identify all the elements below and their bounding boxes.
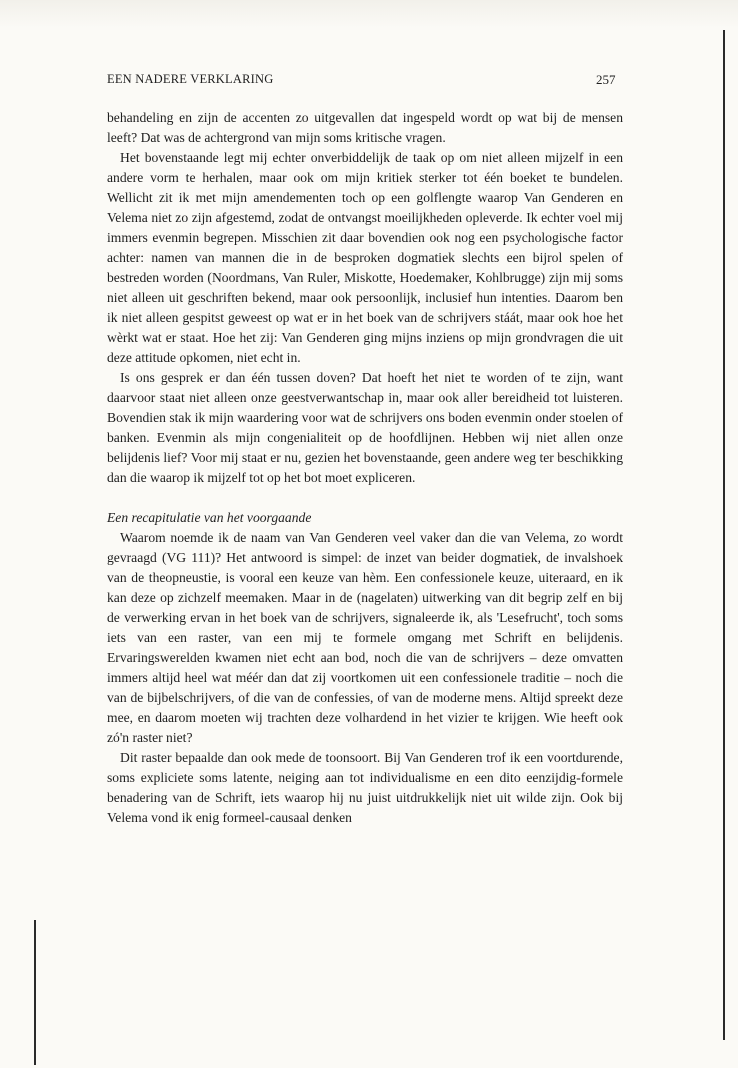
scan-right-edge-line [723,30,725,1040]
running-header-title: EEN NADERE VERKLARING [107,72,274,86]
paragraph-continuation: behandeling en zijn de accenten zo uitgevallen dat ingespeld wordt op wat bij de mensen leeft? Dat was de achtergrond van mijn soms kritische vragen. [107,110,623,145]
body-text [107,108,623,828]
scan-left-edge-line [34,920,36,1065]
page-number: 257 [596,72,616,87]
paragraph: Waarom noemde ik de naam van Van Genderen veel vaker dan die van Velema, zo wordt gevraagd (VG 111)? Het antwoord is simpel: de inzet van beider dogmatiek, de invalshoek van de theopneustie, is vooral een keuze van hèm. Een confessionele keuze, uiteraard, en ik kan deze op zichzelf meemaken. Maar in de (nagelaten) uitwerking van dit begrip zelf en bij de verwerking ervan in het boek van de schrijvers, signaleerde ik, als 'Lesefrucht', toch soms iets van een raster, van een mij te formele omgang met Schrift en belijdenis. Ervaringswerelden kwamen niet echt aan bod, noch die van de schrijvers – deze omvatten immers altijd heel wat méér dan dat zij voortkomen uit een confessionele traditie – noch die van de bijbelschrijvers, of die van de confessies, of van de moderne mens. Altijd spreekt deze mee, en daarom moeten wij trachten deze volhardend in het vizier te krijgen. Wie heeft ook zó'n raster niet? [107,530,623,745]
paragraph: Dit raster bepaalde dan ook mede de toonsoort. Bij Van Genderen trof ik een voortdurende, soms expliciete soms latente, neiging aan tot individualisme en een dito eenzijdig-formele benadering van de Schrift, iets waarop hij nu juist uitdrukkelijk niet uit wilde zijn. Ook bij Velema vond ik enig formeel-causaal denken [107,750,623,825]
scan-top-shading [0,0,738,28]
paragraph: Is ons gesprek er dan één tussen doven? Dat hoeft het niet te worden of te zijn, want daarvoor staat niet alleen onze geestverwantschap in, maar ook aller bereidheid tot luisteren. Bovendien stak ik mijn waardering voor wat de schrijvers ons boden evenmin onder stoelen of banken. Evenmin als mijn congenialiteit op de hoofdlijnen. Hebben wij niet allen onze belijdenis lief? Voor mij staat er nu, gezien het bovenstaande, geen andere weg ter beschikking dan die waarop ik mijzelf tot op het bot moet expliceren. [107,370,623,485]
paragraph: Het bovenstaande legt mij echter onverbiddelijk de taak op om niet alleen mijzelf in een andere vorm te herhalen, maar ook om mijn kritiek sterker tot één boeket te bundelen. Wellicht zit ik met mijn amendementen toch op een golflengte waarop Van Genderen en Velema niet zo zijn afgestemd, zodat de ontvangst moeilijkheden opleverde. Ik echter voel mij immers evenmin begrepen. Misschien zit daar bovendien ook nog een psychologische factor achter: namen van mannen die in de besproken dogmatiek slechts een bijrol spelen of bestreden worden (Noordmans, Van Ruler, Miskotte, Hoedemaker, Kohlbrugge) zijn mij soms niet alleen uit geschriften bekend, maar ook persoonlijk, inclusief hun intenties. Daarom ben ik niet alleen gespitst geweest op wat er in het boek van de schrijvers stáát, maar ook hoe het wèrkt wat er staat. Hoe het zij: Van Genderen ging mijns inziens op mijn grondvragen die uit deze attitude opkomen, niet echt in. [107,150,623,365]
section-heading: Een recapitulatie van het voorgaande [107,510,312,525]
